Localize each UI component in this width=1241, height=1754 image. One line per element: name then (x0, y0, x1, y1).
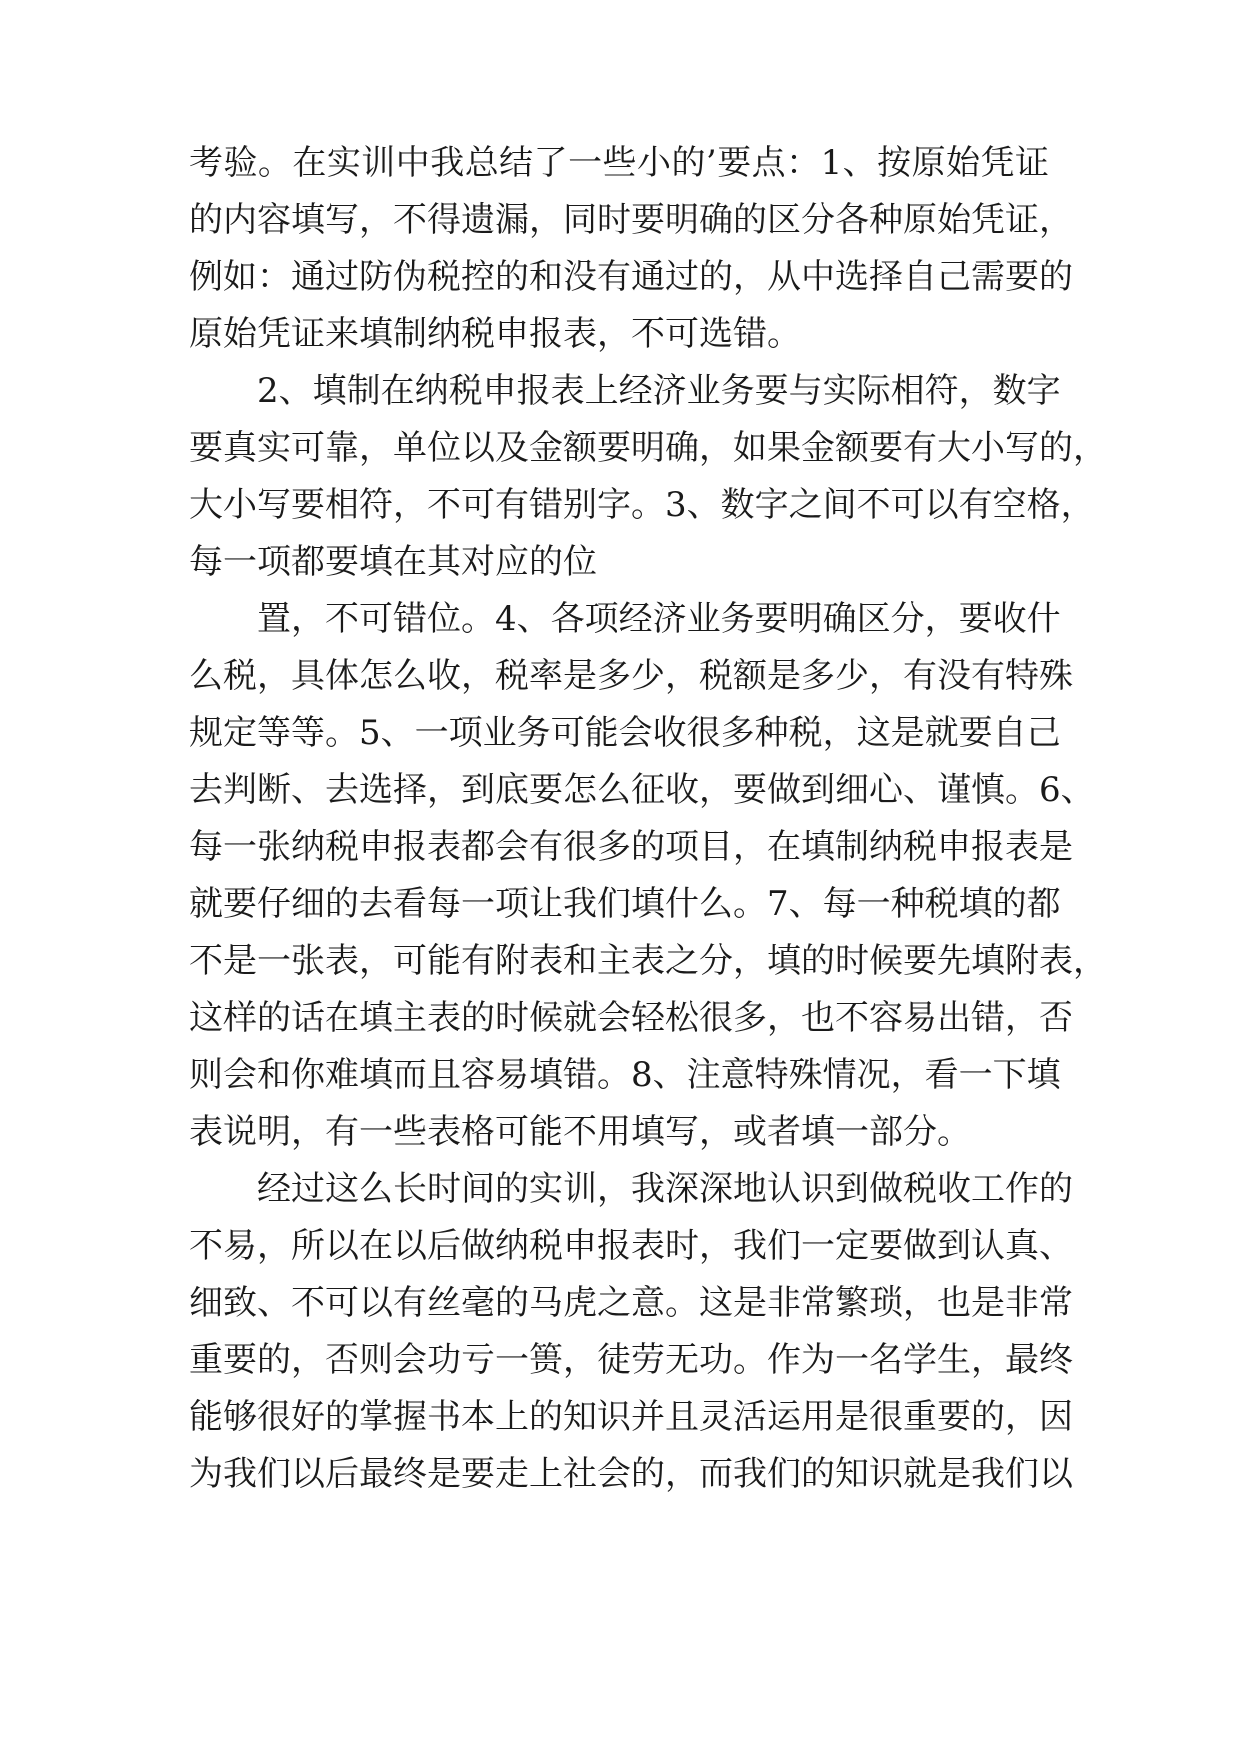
paragraph-3-line-2: 么税，具体怎么收，税率是多少，税额是多少，有没有特殊 (189, 656, 1073, 696)
paragraph-1-line-2: 的内容填写，不得遗漏，同时要明确的区分各种原始凭证， (189, 200, 1073, 240)
paragraph-3-line-1: 置，不可错位。4、各项经济业务要明确区分，要收什 (257, 599, 1061, 639)
paragraph-1-line-1: 考验。在实训中我总结了一些小的’要点：1、按原始凭证 (189, 143, 1049, 183)
paragraph-1-line-4: 原始凭证来填制纳税申报表，不可选错。 (189, 314, 801, 354)
paragraph-4-line-5: 能够很好的掌握书本上的知识并且灵活运用是很重要的，因 (189, 1397, 1073, 1437)
paragraph-1-line-3: 例如：通过防伪税控的和没有通过的，从中选择自己需要的 (189, 257, 1073, 297)
paragraph-2-line-4: 每一项都要填在其对应的位 (189, 542, 597, 582)
paragraph-3-line-4: 去判断、去选择，到底要怎么征收，要做到细心、谨慎。6、 (189, 770, 1095, 810)
paragraph-4-line-3: 细致、不可以有丝毫的马虎之意。这是非常繁琐，也是非常 (189, 1283, 1073, 1323)
paragraph-2-line-2: 要真实可靠，单位以及金额要明确，如果金额要有大小写的， (189, 428, 1107, 468)
paragraph-3-line-10: 表说明，有一些表格可能不用填写，或者填一部分。 (189, 1112, 971, 1152)
paragraph-4-line-2: 不易，所以在以后做纳税申报表时，我们一定要做到认真、 (189, 1226, 1073, 1266)
paragraph-4-line-4: 重要的，否则会功亏一篑，徒劳无功。作为一名学生，最终 (189, 1340, 1073, 1380)
paragraph-3-line-5: 每一张纳税申报表都会有很多的项目，在填制纳税申报表是 (189, 827, 1073, 867)
paragraph-4-line-1: 经过这么长时间的实训，我深深地认识到做税收工作的 (257, 1169, 1073, 1209)
paragraph-3-line-7: 不是一张表，可能有附表和主表之分，填的时候要先填附表， (189, 941, 1107, 981)
paragraph-2-line-1: 2、填制在纳税申报表上经济业务要与实际相符，数字 (257, 371, 1061, 411)
paragraph-3-line-9: 则会和你难填而且容易填错。8、注意特殊情况，看一下填 (189, 1055, 1061, 1095)
paragraph-3-line-3: 规定等等。5、一项业务可能会收很多种税，这是就要自己 (189, 713, 1061, 753)
paragraph-2-line-3: 大小写要相符，不可有错别字。3、数字之间不可以有空格， (189, 485, 1095, 525)
paragraph-4-line-6: 为我们以后最终是要走上社会的，而我们的知识就是我们以 (189, 1454, 1073, 1494)
paragraph-3-line-6: 就要仔细的去看每一项让我们填什么。7、每一种税填的都 (189, 884, 1061, 924)
paragraph-3-line-8: 这样的话在填主表的时候就会轻松很多，也不容易出错，否 (189, 998, 1073, 1038)
